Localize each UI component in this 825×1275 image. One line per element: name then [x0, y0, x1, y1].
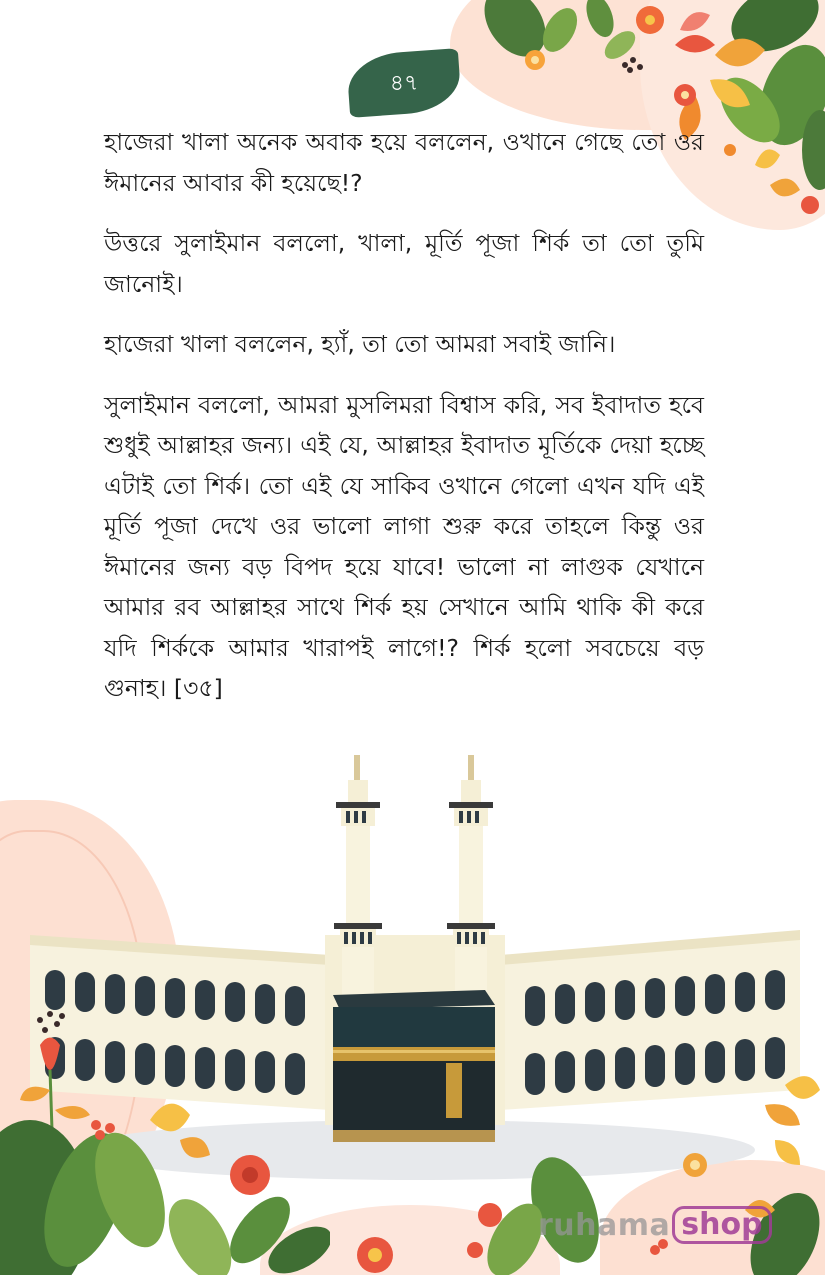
watermark-logo: [538, 1205, 772, 1245]
bottom-left-leaf-decoration: [0, 1000, 330, 1275]
page-number: ৪৭: [389, 71, 419, 96]
paragraph-3: হাজেরা খালা বললেন, হ্যাঁ, তা তো আমরা সবাই জানি।: [104, 330, 616, 358]
paragraph-1: হাজেরা খালা অনেক অবাক হয়ে বললেন, ওখানে গেছে তো ওর ঈমানের আবার কী হয়েছে!?: [104, 128, 704, 197]
story-text: [104, 122, 704, 729]
flower-icon: [335, 1225, 415, 1275]
paragraph-4: সুলাইমান বললো, আমরা মুসলিমরা বিশ্বাস করি, সব ইবাদাত হবে শুধুই আল্লাহর জন্য। এই যে, আল্লাহর ইবাদাত মূর্তিকে দেয়া হচ্ছে এটাই তো শির্ক। তো এই যে সাকিব ওখানে গেলো এখন যদি এই মূর্তি পূজা দেখে ওর ভালো লাগা শুরু করে তাহলে কিন্তু ওর ঈমানের জন্য বড় বিপদ হয়ে যাবে! ভালো না লাগুক যেখানে আমার রব আল্লাহর সাথে শির্ক হয় সেখানে আমি থাকি কী করে যদি শির্ককে আমার খারাপই লাগে!? শির্ক হলো সবচেয়ে বড় গুনাহ। [৩৫]: [104, 390, 704, 702]
watermark-text-left: ruhama: [538, 1207, 671, 1243]
paragraph-2: উত্তরে সুলাইমান বললো, খালা, মূর্তি পূজা শির্ক তা তো তুমি জানোই।: [104, 229, 704, 298]
watermark-text-right: shop: [672, 1206, 771, 1244]
page-number-badge: [348, 52, 460, 114]
